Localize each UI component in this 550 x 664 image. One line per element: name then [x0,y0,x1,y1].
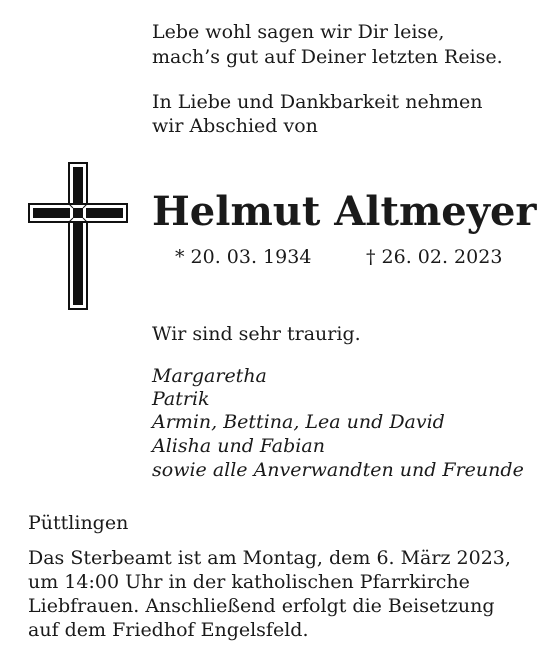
family-member: Margaretha [152,365,267,387]
poem-line-2: mach’s gut auf Deiner letzten Reise. [152,46,503,68]
funeral-line-4: auf dem Friedhof Engelsfeld. [28,619,309,641]
mourning-statement: Wir sind sehr traurig. [152,323,361,345]
family-member: Patrik [152,388,210,410]
birth-date: * 20. 03. 1934 [175,246,312,268]
intro-line-1: In Liebe und Dankbarkeit nehmen [152,91,483,113]
poem-line-1: Lebe wohl sagen wir Dir leise, [152,21,445,43]
death-date: † 26. 02. 2023 [366,246,503,268]
family-member: Alisha und Fabian [152,435,325,457]
funeral-line-2: um 14:00 Uhr in der katholischen Pfarrkirche [28,571,470,593]
intro-line-2: wir Abschied von [152,115,318,137]
family-member: Armin, Bettina, Lea und David [152,411,445,433]
cross-icon [28,162,128,310]
funeral-line-1: Das Sterbeamt ist am Montag, dem 6. März 2023, [28,547,511,569]
location: Püttlingen [28,512,129,534]
deceased-name: Helmut Altmeyer [152,188,537,235]
funeral-line-3: Liebfrauen. Anschließend erfolgt die Beisetzung [28,595,495,617]
family-member: sowie alle Anverwandten und Freunde [152,459,524,481]
